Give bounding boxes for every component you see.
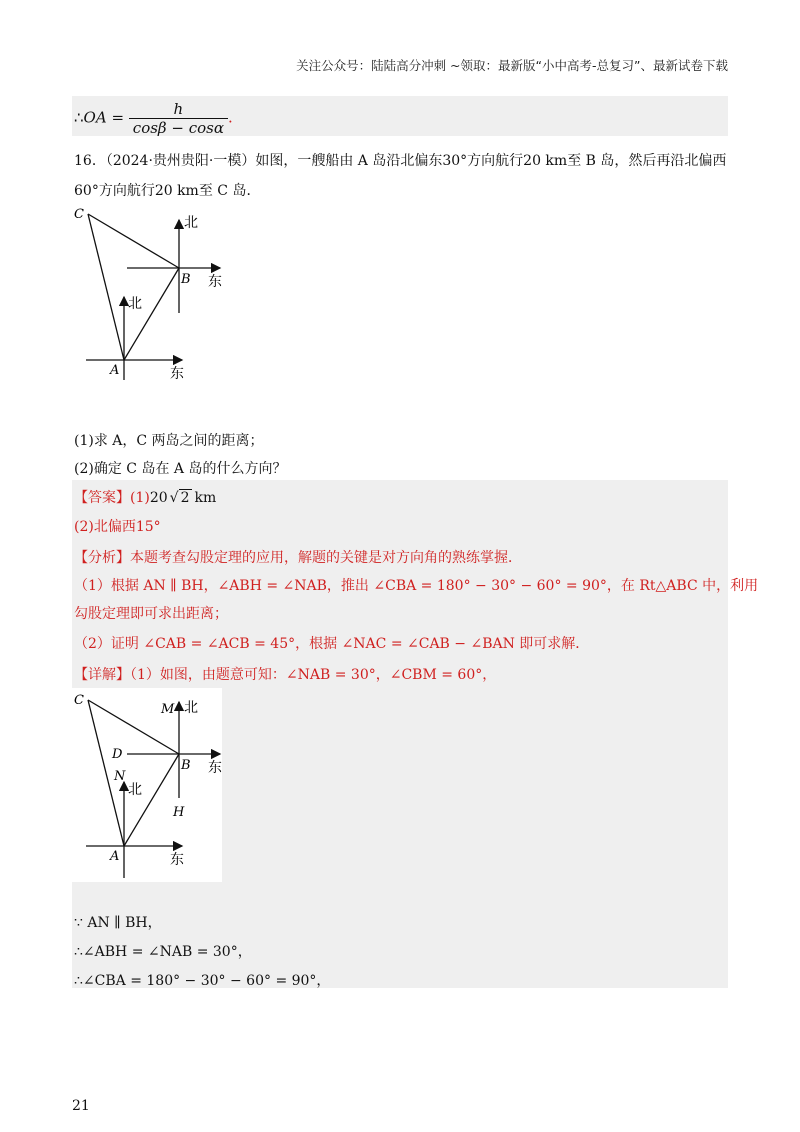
label-b: B bbox=[181, 758, 191, 773]
question-line-1: 16．（2024·贵州贵阳·一模）如图，一艘船由 A 岛沿北偏东30°方向航行20 km至 B 岛，然后再沿北偏西 bbox=[74, 153, 727, 169]
detail-text: （1）如图，由题意可知：∠NAB = 30°，∠CBM = 60°， bbox=[130, 667, 497, 683]
answer-line-2: (2)北偏西15° bbox=[74, 519, 161, 535]
label-a: A bbox=[110, 363, 120, 378]
label-east-b: 东 bbox=[208, 760, 222, 776]
label-north-a: 北 bbox=[128, 782, 142, 798]
label-b: B bbox=[181, 272, 191, 287]
segment-ab bbox=[124, 268, 179, 360]
analysis-step-1: （1）根据 AN ∥ BH，∠ABH = ∠NAB，推出 ∠CBA = 180° − 30° − 60° = 90°，在 Rt△ABC 中，利用 bbox=[74, 578, 759, 594]
detail-tag: 【详解】 bbox=[74, 667, 130, 683]
figure-1-diagram bbox=[72, 200, 252, 390]
label-c: C bbox=[74, 693, 84, 708]
analysis-text: 本题考查勾股定理的应用，解题的关键是对方向角的熟练掌握． bbox=[130, 550, 522, 566]
step-line-3: ∴∠CBA = 180° − 30° − 60° = 90°， bbox=[74, 973, 331, 989]
formula-lhs: OA = bbox=[83, 108, 125, 127]
answer-unit: km bbox=[194, 490, 217, 506]
answer-value: 20 bbox=[149, 490, 168, 506]
fraction-numerator: h bbox=[129, 100, 228, 119]
analysis-step-2: （2）证明 ∠CAB = ∠ACB = 45°，根据 ∠NAC = ∠CAB − ∠BAN 即可求解． bbox=[74, 636, 590, 652]
answer-line-1 bbox=[74, 487, 216, 507]
answer-part1-prefix: (1) bbox=[130, 490, 150, 506]
page-header: 关注公众号：陆陆高分冲刺 ~领取：最新版“小中高考-总复习”、最新试卷下载 bbox=[296, 58, 728, 73]
label-east-b: 东 bbox=[208, 274, 222, 290]
analysis-step-1-cont: 勾股定理即可求出距离； bbox=[74, 606, 228, 622]
sub-question-2: (2)确定 C 岛在 A 岛的什么方向？ bbox=[74, 461, 287, 477]
sub-question-1: (1)求 A，C 两岛之间的距离； bbox=[74, 433, 264, 449]
label-a: A bbox=[110, 849, 120, 864]
label-d: D bbox=[112, 747, 123, 762]
segment-ca bbox=[88, 214, 124, 360]
label-c: C bbox=[74, 207, 84, 222]
sqrt-radicand: 2 bbox=[180, 490, 190, 506]
sqrt-symbol: √ bbox=[169, 490, 179, 506]
figure-2-diagram bbox=[72, 688, 252, 882]
page-number: 21 bbox=[72, 1098, 90, 1114]
formula-period: . bbox=[227, 108, 233, 127]
fraction-denominator: cosβ − cosα bbox=[132, 119, 224, 137]
analysis-line bbox=[74, 547, 522, 567]
step-line-2: ∴∠ABH = ∠NAB = 30°， bbox=[74, 944, 252, 960]
detail-line bbox=[74, 664, 496, 684]
label-north-b: 北 bbox=[184, 215, 198, 231]
formula-fraction bbox=[129, 100, 228, 137]
answer-tag: 【答案】 bbox=[74, 490, 130, 506]
therefore-symbol: ∴ bbox=[74, 108, 84, 127]
analysis-tag: 【分析】 bbox=[74, 550, 130, 566]
segment-cb bbox=[88, 214, 179, 268]
label-n: N bbox=[114, 769, 126, 784]
segment-ab bbox=[124, 754, 179, 846]
label-east-a: 东 bbox=[170, 852, 184, 868]
label-east-a: 东 bbox=[170, 366, 184, 382]
question-line-2: 60°方向航行20 km至 C 岛． bbox=[74, 183, 261, 199]
label-h: H bbox=[173, 805, 185, 820]
label-m: M bbox=[161, 702, 175, 717]
label-north-a: 北 bbox=[128, 296, 142, 312]
top-formula bbox=[74, 100, 233, 137]
label-north-b: 北 bbox=[184, 700, 198, 716]
step-line-1: ∵ AN ∥ BH， bbox=[74, 915, 162, 931]
